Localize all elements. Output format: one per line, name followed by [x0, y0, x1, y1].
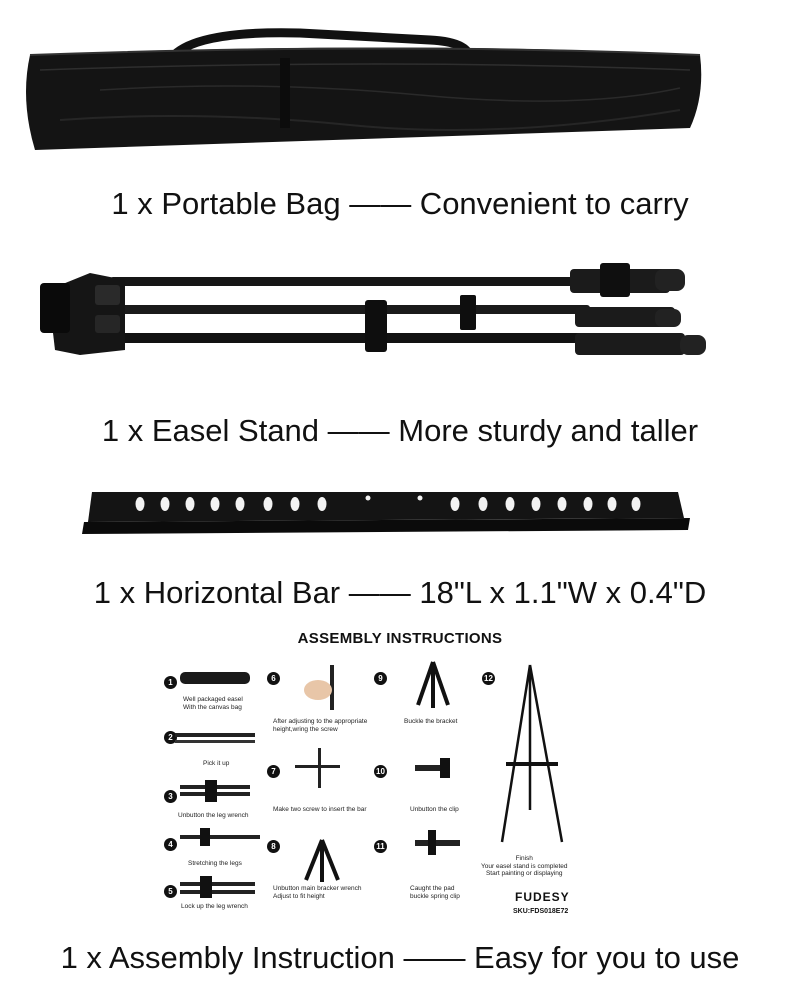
- step-caption: Finish Your easel stand is completed Start painting or displaying: [481, 855, 568, 877]
- step-caption: Make two screw to insert the bar: [273, 806, 367, 813]
- step-caption: Well packaged easel With the canvas bag: [183, 696, 243, 711]
- brand-logo: FUDESY: [515, 890, 570, 904]
- sku-label: SKU:FDS018E72: [513, 908, 569, 915]
- step-number: 11: [374, 840, 387, 853]
- step-number: 5: [164, 885, 177, 898]
- portable-bag-caption: 1 x Portable Bag —— Convenient to carry: [111, 186, 689, 221]
- step-caption: Stretching the legs: [188, 860, 242, 867]
- step-number: 12: [482, 672, 495, 685]
- instructions-title: ASSEMBLY INSTRUCTIONS: [297, 630, 503, 647]
- step-number: 9: [374, 672, 387, 685]
- step-number: 6: [267, 672, 280, 685]
- step-caption: Unbutton the leg wrench: [178, 812, 249, 819]
- step-number: 1: [164, 676, 177, 689]
- step-number: 4: [164, 838, 177, 851]
- horizontal-bar-caption: 1 x Horizontal Bar —— 18"L x 1.1"W x 0.4"D: [93, 575, 707, 610]
- easel-stand-caption: 1 x Easel Stand —— More sturdy and taller: [101, 413, 699, 448]
- step-caption: Buckle the bracket: [404, 718, 458, 725]
- step-caption: Pick it up: [203, 760, 230, 767]
- step-caption: Lock up the leg wrench: [181, 903, 248, 910]
- assembly-instruction-caption: 1 x Assembly Instruction —— Easy for you to use: [60, 940, 740, 975]
- step-number: 7: [267, 765, 280, 778]
- step-number: 3: [164, 790, 177, 803]
- step-number: 2: [164, 731, 177, 744]
- step-caption: Caught the pad buckle spring clip: [410, 885, 460, 900]
- step-caption: Unbutton main bracker wrench Adjust to fit height: [273, 885, 362, 900]
- step-caption: Unbutton the clip: [410, 806, 459, 813]
- step-caption: After adjusting to the appropriate height,wring the screw: [273, 718, 368, 733]
- step-number: 10: [374, 765, 387, 778]
- step-number: 8: [267, 840, 280, 853]
